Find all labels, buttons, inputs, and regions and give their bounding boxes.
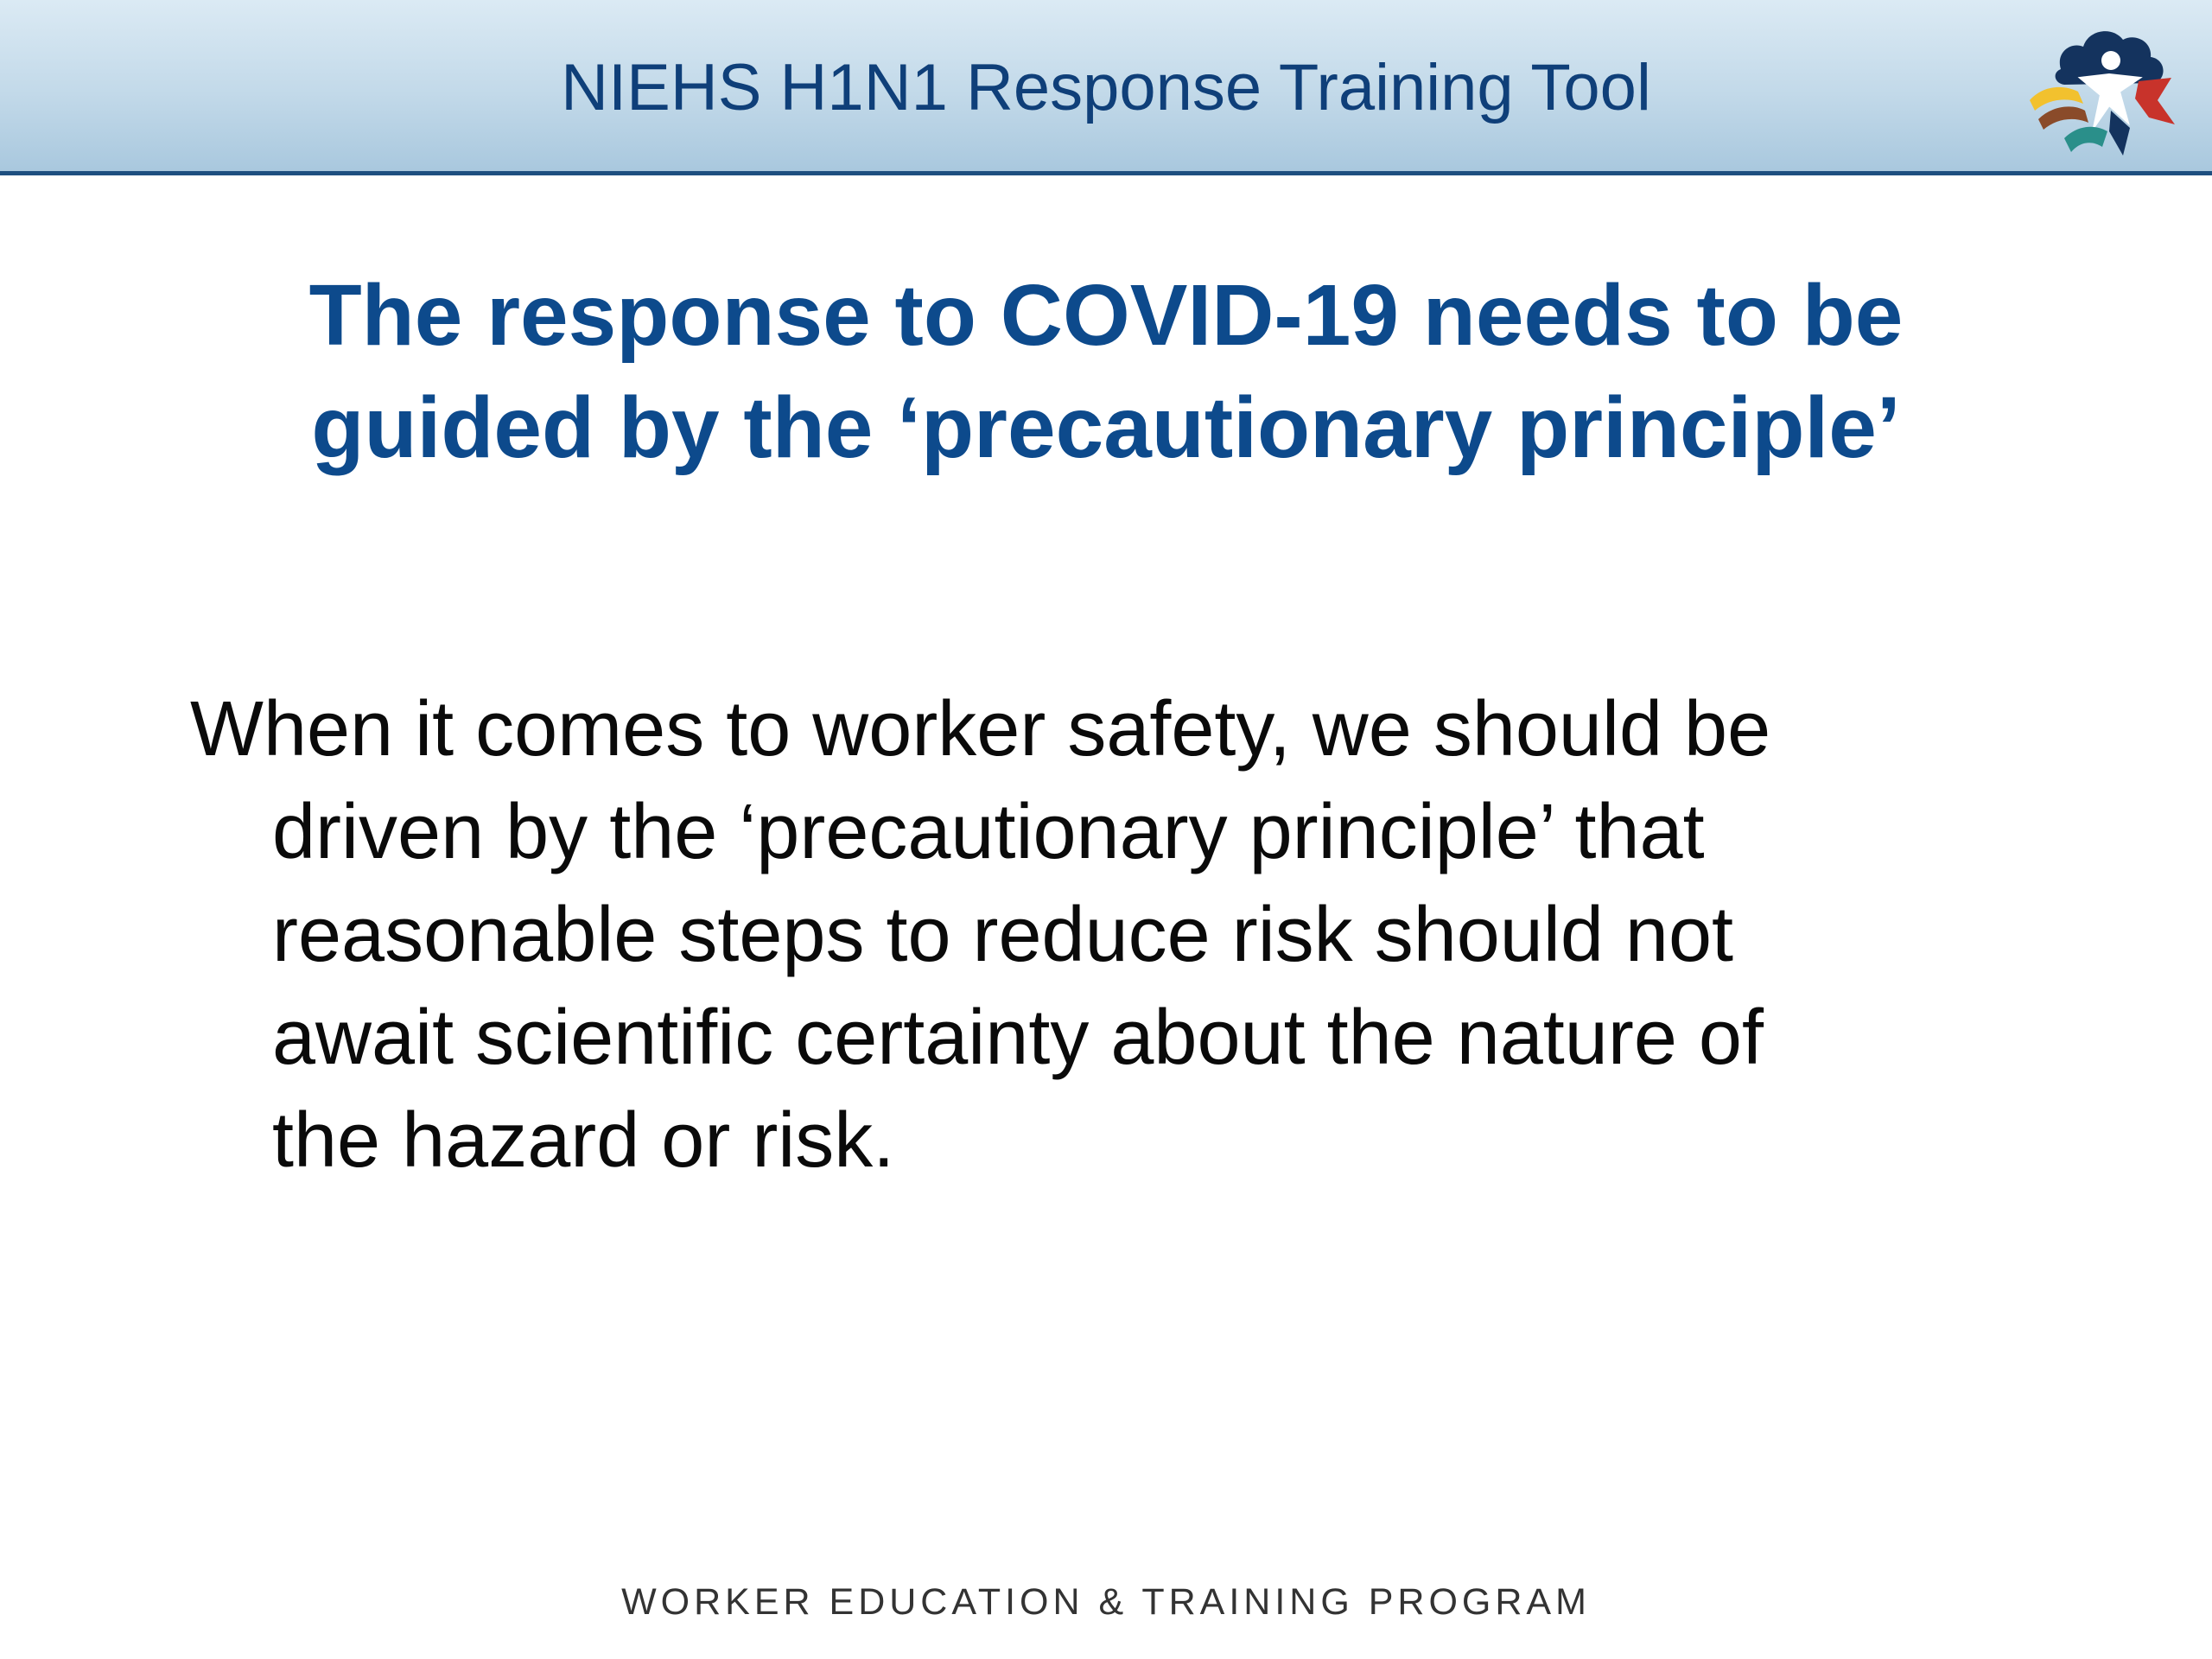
logo-yellow-swoosh	[2030, 87, 2083, 111]
logo-red-shape	[2135, 78, 2175, 124]
logo-figure-body	[2080, 74, 2140, 128]
body-line: reasonable steps to reduce risk should not	[272, 892, 1734, 978]
body-line: the hazard or risk.	[272, 1097, 895, 1184]
logo-brown-swoosh	[2038, 106, 2088, 130]
body-line: driven by the ‘precautionary principle’ that	[272, 789, 1705, 875]
logo-teal-swoosh	[2064, 127, 2107, 152]
slide-title-line: The response to COVID-19 needs to be	[308, 267, 1904, 364]
slide-title-line: guided by the ‘precautionary principle’	[311, 379, 1901, 476]
niehs-worker-star-logo-icon	[2026, 17, 2182, 168]
header-title: NIEHS H1N1 Response Training Tool	[561, 51, 1651, 124]
logo-figure-head	[2101, 51, 2120, 70]
slide-title	[104, 259, 2108, 484]
body-line: When it comes to worker safety, we should be	[190, 686, 1771, 772]
body-line: await scientific certainty about the nature of	[272, 995, 1764, 1081]
footer-program-name: WORKER EDUCATION & TRAINING PROGRAM	[621, 1581, 1591, 1623]
body-paragraph	[190, 678, 2039, 1192]
header-bar	[0, 0, 2212, 175]
